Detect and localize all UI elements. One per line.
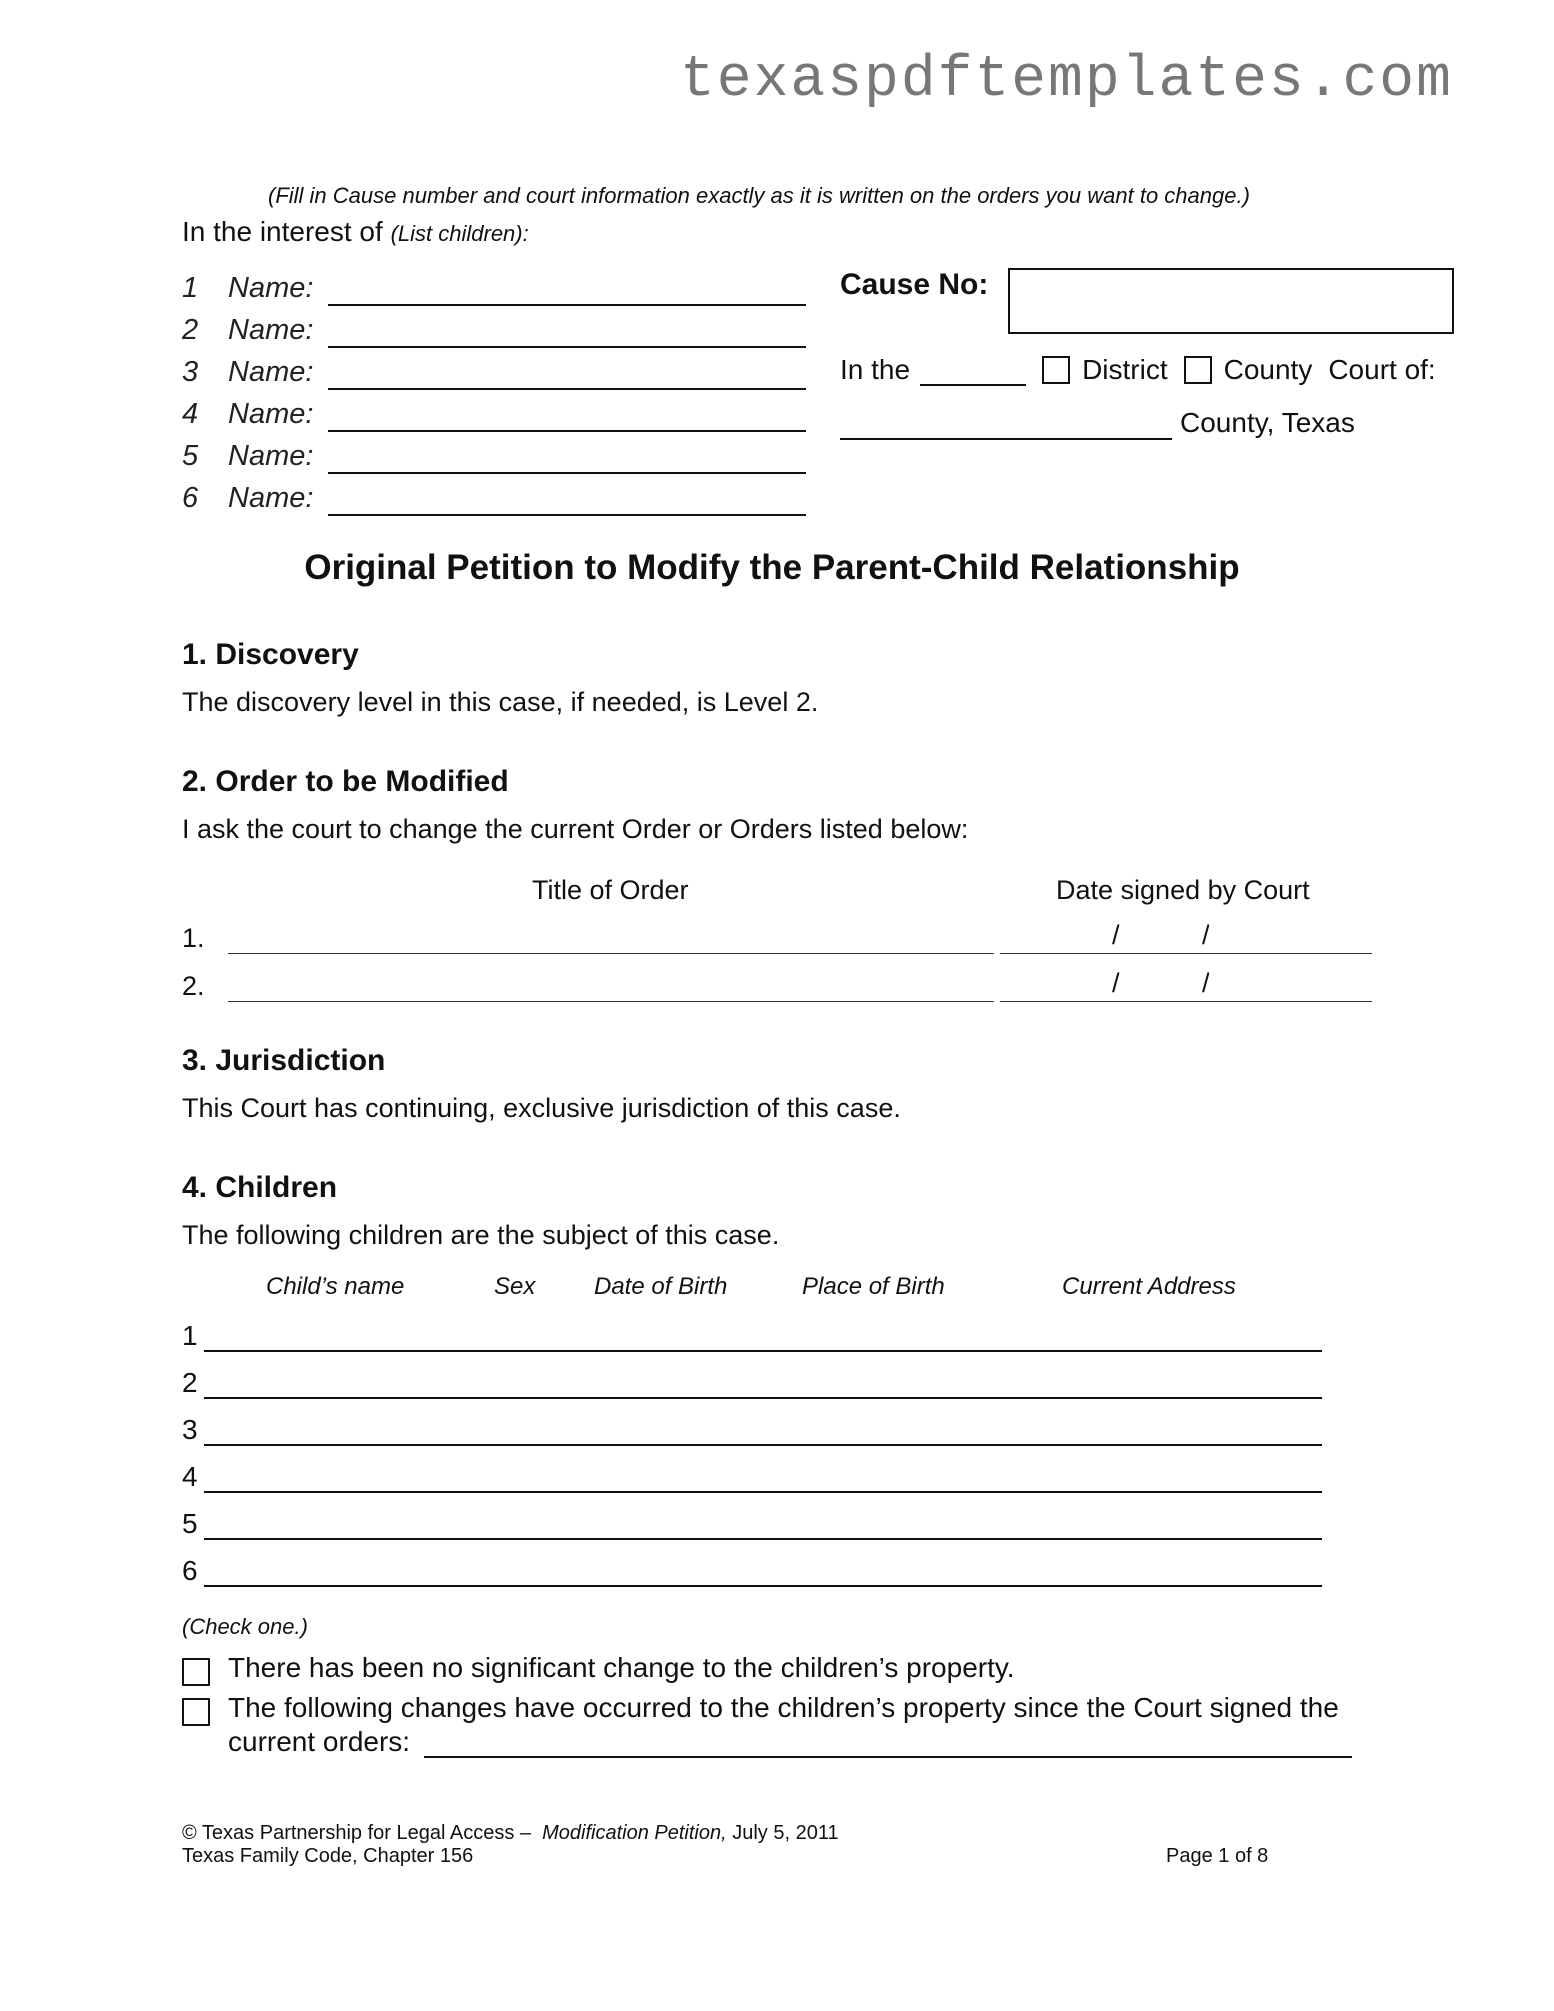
child-row — [182, 1547, 1322, 1587]
footer-copyright-text: © Texas Partnership for Legal Access – — [182, 1822, 531, 1844]
section-discovery-heading: 1. Discovery — [182, 638, 359, 671]
child-name-row — [182, 478, 806, 518]
interest-of-label — [182, 216, 529, 248]
court-row — [840, 350, 1436, 390]
order-row — [182, 918, 1372, 954]
child-row — [182, 1312, 1322, 1352]
column-header-date-of-birth: Date of Birth — [594, 1273, 728, 1300]
district-checkbox[interactable] — [1042, 356, 1070, 384]
order-title-input-2[interactable] — [228, 965, 994, 1002]
section-discovery-text: The discovery level in this case, if needed, is Level 2. — [182, 687, 819, 717]
child-name-label: Name: — [228, 313, 314, 346]
footer-code: Texas Family Code, Chapter 156 — [182, 1845, 474, 1867]
child-row-number: 4 — [182, 1461, 198, 1492]
child-row-number: 1 — [182, 1320, 198, 1351]
section-children-text: The following children are the subject of this case. — [182, 1220, 780, 1250]
changes-label-line2: current orders: — [228, 1726, 411, 1757]
order-date-input-2[interactable] — [1000, 965, 1372, 1002]
child-name-row — [182, 352, 806, 392]
section-order-text: I ask the court to change the current Order or Orders listed below: — [182, 814, 969, 844]
court-prefix: In the — [840, 354, 911, 385]
child-name-row — [182, 394, 806, 434]
changes-checkbox[interactable] — [182, 1698, 210, 1726]
changes-text — [228, 1692, 1352, 1758]
child-info-input-6[interactable] — [204, 1547, 1322, 1587]
county-name-input[interactable] — [840, 406, 1172, 440]
instruction-note: (Fill in Cause number and court information exactly as it is written on the orders you want to change.) — [268, 183, 1250, 208]
child-row — [182, 1359, 1322, 1399]
section-order-heading: 2. Order to be Modified — [182, 765, 509, 798]
order-row — [182, 966, 1372, 1002]
column-header-current-address: Current Address — [1062, 1273, 1236, 1300]
footer-date: July 5, 2011 — [732, 1822, 839, 1844]
child-row-number: 6 — [182, 1555, 198, 1586]
order-row-number: 1. — [182, 923, 205, 953]
interest-hint: (List children): — [390, 221, 529, 246]
child-name-input-6[interactable] — [328, 480, 806, 516]
child-name-input-1[interactable] — [328, 270, 806, 306]
no-change-label: There has been no significant change to the children’s property. — [228, 1652, 1015, 1683]
child-name-label: Name: — [228, 481, 314, 514]
child-name-label: Name: — [228, 397, 314, 430]
child-name-number: 6 — [182, 481, 199, 514]
changes-label-line1: The following changes have occurred to the children’s property since the Court signed the — [228, 1692, 1339, 1723]
county-checkbox[interactable] — [1184, 356, 1212, 384]
footer-form-name: Modification Petition, — [542, 1822, 727, 1844]
child-name-input-2[interactable] — [328, 312, 806, 348]
child-name-row — [182, 436, 806, 476]
child-name-number: 3 — [182, 355, 199, 388]
child-name-input-4[interactable] — [328, 396, 806, 432]
child-name-input-3[interactable] — [328, 354, 806, 390]
date-separator: / — [1202, 968, 1210, 998]
date-separator: / — [1112, 968, 1120, 998]
child-name-row — [182, 310, 806, 350]
changes-line2 — [228, 1726, 1352, 1758]
county-texas-label: County, Texas — [1180, 407, 1355, 438]
page-number: Page 1 of 8 — [1166, 1845, 1269, 1867]
order-date-column-header: Date signed by Court — [1056, 875, 1310, 905]
child-row-number: 5 — [182, 1508, 198, 1539]
order-title-column-header: Title of Order — [532, 875, 689, 905]
interest-label: In the interest of — [182, 216, 383, 247]
child-info-input-4[interactable] — [204, 1453, 1322, 1493]
cause-number-label: Cause No: — [840, 268, 989, 301]
property-option-changes — [182, 1692, 1352, 1758]
court-number-input[interactable] — [920, 354, 1026, 386]
county-row — [840, 403, 1355, 443]
date-separator: / — [1112, 920, 1120, 950]
column-header-sex: Sex — [494, 1273, 536, 1300]
section-jurisdiction-heading: 3. Jurisdiction — [182, 1044, 386, 1077]
watermark: texaspdftemplates.com — [680, 48, 1453, 113]
child-name-number: 1 — [182, 271, 199, 304]
child-name-number: 4 — [182, 397, 199, 430]
child-row — [182, 1500, 1322, 1540]
no-change-checkbox[interactable] — [182, 1658, 210, 1686]
court-of-label: Court of: — [1328, 354, 1436, 385]
column-header-place-of-birth: Place of Birth — [802, 1273, 945, 1300]
section-children-heading: 4. Children — [182, 1171, 338, 1204]
check-one-note: (Check one.) — [182, 1614, 308, 1639]
child-row — [182, 1453, 1322, 1493]
cause-number-input[interactable] — [1008, 268, 1454, 334]
section-jurisdiction-text: This Court has continuing, exclusive jurisdiction of this case. — [182, 1093, 901, 1123]
property-changes-input[interactable] — [424, 1726, 1352, 1758]
child-name-number: 2 — [182, 313, 199, 346]
child-name-label: Name: — [228, 439, 314, 472]
column-header-child-name: Child’s name — [266, 1273, 405, 1300]
child-info-input-3[interactable] — [204, 1406, 1322, 1446]
child-row — [182, 1406, 1322, 1446]
child-name-number: 5 — [182, 439, 199, 472]
date-separator: / — [1202, 920, 1210, 950]
child-row-number: 3 — [182, 1414, 198, 1445]
child-name-label: Name: — [228, 271, 314, 304]
district-label: District — [1082, 354, 1168, 385]
child-name-row — [182, 268, 806, 308]
order-row-number: 2. — [182, 971, 205, 1001]
child-name-label: Name: — [228, 355, 314, 388]
child-name-input-5[interactable] — [328, 438, 806, 474]
child-info-input-2[interactable] — [204, 1359, 1322, 1399]
document-title: Original Petition to Modify the Parent-Child Relationship — [304, 548, 1240, 587]
county-label: County — [1223, 354, 1313, 385]
child-info-input-5[interactable] — [204, 1500, 1322, 1540]
child-info-input-1[interactable] — [204, 1312, 1322, 1352]
property-option-no-change — [182, 1652, 1015, 1686]
child-row-number: 2 — [182, 1367, 198, 1398]
order-date-input-1[interactable] — [1000, 917, 1372, 954]
footer-copyright — [182, 1822, 839, 1845]
order-title-input-1[interactable] — [228, 917, 994, 954]
